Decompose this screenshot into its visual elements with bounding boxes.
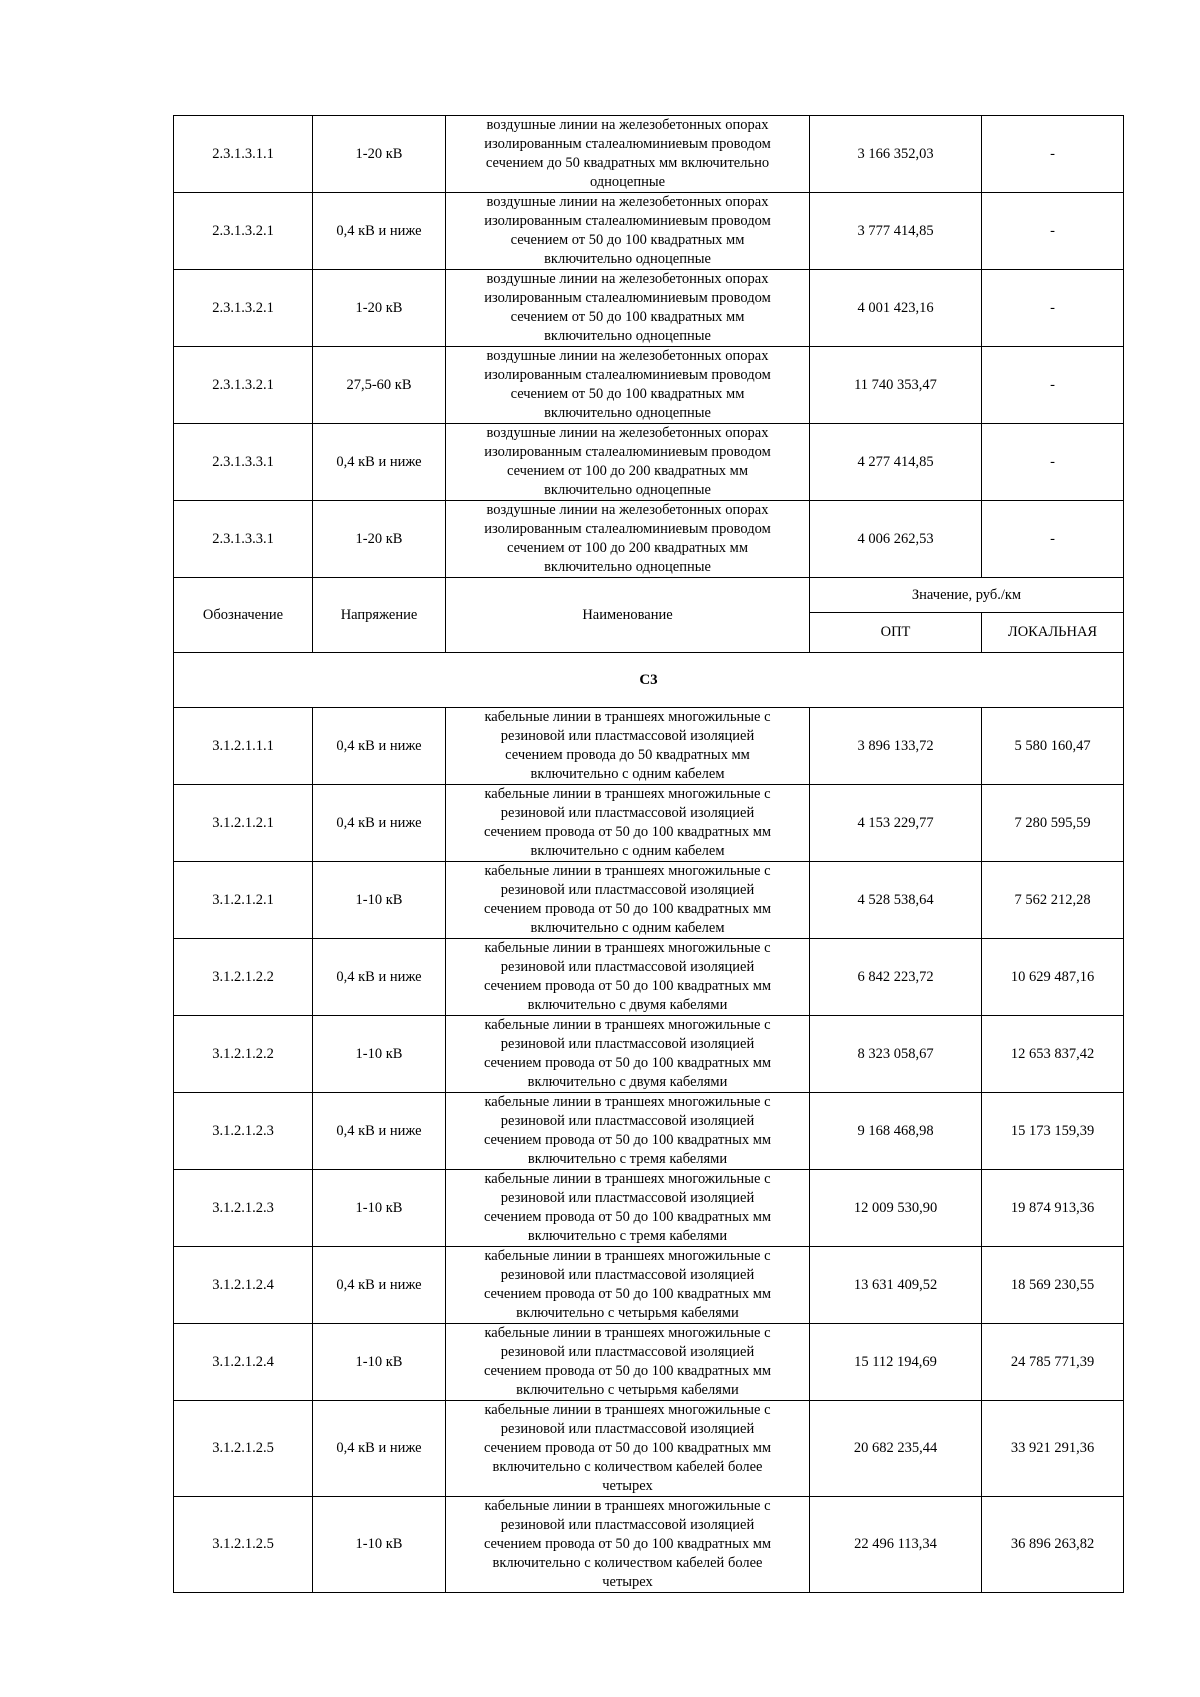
cell-name-line: включительно одноцепные — [544, 405, 711, 421]
cell-local: - — [982, 501, 1124, 578]
cell-name-line: изолированным сталеалюминиевым проводом — [484, 521, 771, 537]
cell-name-line: включительно с тремя кабелями — [527, 1228, 728, 1244]
cell-name — [446, 270, 810, 347]
section-label: С3 — [174, 653, 1124, 708]
cell-voltage: 1-10 кВ — [313, 1497, 446, 1593]
cell-code: 3.1.2.1.2.2 — [174, 1016, 313, 1093]
cell-name-line: резиновой или пластмассовой изоляцией — [500, 1190, 755, 1206]
header-value: Значение, руб./км — [810, 578, 1124, 613]
cell-opt: 8 323 058,67 — [810, 1016, 982, 1093]
cell-local: 15 173 159,39 — [982, 1093, 1124, 1170]
cell-name-line: сечением провода от 50 до 100 квадратных мм — [483, 1536, 772, 1552]
cell-name-line: сечением от 100 до 200 квадратных мм — [506, 540, 749, 556]
cell-name — [446, 1247, 810, 1324]
cell-local: 10 629 487,16 — [982, 939, 1124, 1016]
cell-opt: 15 112 194,69 — [810, 1324, 982, 1401]
table-row — [174, 1324, 1124, 1401]
table-row — [174, 424, 1124, 501]
cell-name-line: резиновой или пластмассовой изоляцией — [500, 1421, 755, 1437]
cell-opt: 4 006 262,53 — [810, 501, 982, 578]
cell-name — [446, 1324, 810, 1401]
table-row — [174, 939, 1124, 1016]
cell-local: - — [982, 270, 1124, 347]
cell-code: 3.1.2.1.1.1 — [174, 708, 313, 785]
cell-voltage: 1-20 кВ — [313, 270, 446, 347]
cell-name-line: резиновой или пластмассовой изоляцией — [500, 1517, 755, 1533]
cell-name-line: резиновой или пластмассовой изоляцией — [500, 805, 755, 821]
cell-local: 7 280 595,59 — [982, 785, 1124, 862]
cell-code: 2.3.1.3.2.1 — [174, 270, 313, 347]
cell-name-line: включительно с тремя кабелями — [527, 1151, 728, 1167]
cell-name-line: включительно одноцепные — [544, 251, 711, 267]
cell-name-line: кабельные линии в траншеях многожильные с — [484, 786, 771, 802]
cell-opt: 11 740 353,47 — [810, 347, 982, 424]
cell-name-line: резиновой или пластмассовой изоляцией — [500, 959, 755, 975]
cell-code: 3.1.2.1.2.5 — [174, 1497, 313, 1593]
cell-voltage: 0,4 кВ и ниже — [313, 1093, 446, 1170]
cell-local: - — [982, 193, 1124, 270]
cell-name-line: воздушные линии на железобетонных опорах — [486, 348, 769, 364]
cell-name-line: включительно одноцепные — [544, 482, 711, 498]
cell-name-line: сечением от 50 до 100 квадратных мм — [510, 386, 745, 402]
cell-name-line: включительно с четырьмя кабелями — [516, 1382, 739, 1398]
cell-name-line: включительно с одним кабелем — [530, 766, 725, 782]
header-name: Наименование — [446, 578, 810, 653]
cell-name — [446, 193, 810, 270]
cell-name-line: изолированным сталеалюминиевым проводом — [484, 444, 771, 460]
cell-name-line: кабельные линии в траншеях многожильные с — [484, 1498, 771, 1514]
cell-name-line: резиновой или пластмассовой изоляцией — [500, 882, 755, 898]
cell-opt: 3 777 414,85 — [810, 193, 982, 270]
cell-name-line: кабельные линии в траншеях многожильные с — [484, 863, 771, 879]
cell-name — [446, 1093, 810, 1170]
cell-name-line: кабельные линии в траншеях многожильные с — [484, 1402, 771, 1418]
cell-name-line: сечением до 50 квадратных мм включительно — [485, 155, 770, 171]
cell-name-line: воздушные линии на железобетонных опорах — [486, 425, 769, 441]
cell-local: - — [982, 424, 1124, 501]
header-local: ЛОКАЛЬНАЯ — [982, 613, 1124, 653]
cell-local: 33 921 291,36 — [982, 1401, 1124, 1497]
cell-voltage: 0,4 кВ и ниже — [313, 785, 446, 862]
cell-name — [446, 862, 810, 939]
cell-name-line: изолированным сталеалюминиевым проводом — [484, 290, 771, 306]
cell-name-line: включительно с четырьмя кабелями — [516, 1305, 739, 1321]
header-voltage: Напряжение — [313, 578, 446, 653]
cell-name — [446, 347, 810, 424]
cell-name-line: одноцепные — [589, 174, 666, 190]
cell-name-line: кабельные линии в траншеях многожильные с — [484, 1325, 771, 1341]
cell-opt: 9 168 468,98 — [810, 1093, 982, 1170]
table-row — [174, 116, 1124, 193]
cell-name-line: сечением провода от 50 до 100 квадратных мм — [483, 1055, 772, 1071]
cell-name-line: изолированным сталеалюминиевым проводом — [484, 367, 771, 383]
cell-opt: 3 166 352,03 — [810, 116, 982, 193]
cell-local: 24 785 771,39 — [982, 1324, 1124, 1401]
cell-name-line: сечением провода до 50 квадратных мм — [505, 747, 750, 763]
cell-code: 2.3.1.3.2.1 — [174, 193, 313, 270]
table-row — [174, 193, 1124, 270]
cell-name — [446, 939, 810, 1016]
table-row — [174, 1016, 1124, 1093]
cell-opt: 20 682 235,44 — [810, 1401, 982, 1497]
cell-name-line: включительно с одним кабелем — [530, 920, 725, 936]
cell-code: 3.1.2.1.2.1 — [174, 862, 313, 939]
cell-name-line: резиновой или пластмассовой изоляцией — [500, 728, 755, 744]
cell-name-line: воздушные линии на железобетонных опорах — [486, 502, 769, 518]
cell-code: 3.1.2.1.2.3 — [174, 1093, 313, 1170]
cell-local: 12 653 837,42 — [982, 1016, 1124, 1093]
cell-name-line: сечением провода от 50 до 100 квадратных мм — [483, 901, 772, 917]
cell-name-line: кабельные линии в траншеях многожильные с — [484, 1248, 771, 1264]
cell-name — [446, 501, 810, 578]
table-row — [174, 501, 1124, 578]
cell-name-line: сечением от 50 до 100 квадратных мм — [510, 232, 745, 248]
cell-opt: 22 496 113,34 — [810, 1497, 982, 1593]
cell-name-line: резиновой или пластмассовой изоляцией — [500, 1267, 755, 1283]
cell-name-line: кабельные линии в траншеях многожильные с — [484, 1094, 771, 1110]
cell-code: 3.1.2.1.2.4 — [174, 1324, 313, 1401]
cell-name — [446, 1497, 810, 1593]
cell-code: 2.3.1.3.1.1 — [174, 116, 313, 193]
cell-code: 3.1.2.1.2.2 — [174, 939, 313, 1016]
cell-name — [446, 708, 810, 785]
cell-name-line: четырех — [602, 1478, 653, 1494]
cell-voltage: 1-10 кВ — [313, 1016, 446, 1093]
cell-name-line: кабельные линии в траншеях многожильные с — [484, 1017, 771, 1033]
cell-code: 3.1.2.1.2.1 — [174, 785, 313, 862]
cell-name-line: резиновой или пластмассовой изоляцией — [500, 1036, 755, 1052]
cell-name-line: изолированным сталеалюминиевым проводом — [484, 136, 771, 152]
cell-voltage: 0,4 кВ и ниже — [313, 193, 446, 270]
table-row — [174, 347, 1124, 424]
cell-name-line: сечением от 50 до 100 квадратных мм — [510, 309, 745, 325]
cell-voltage: 1-20 кВ — [313, 501, 446, 578]
header-row — [174, 578, 1124, 613]
table-row — [174, 1401, 1124, 1497]
section-row — [174, 653, 1124, 708]
cell-opt: 6 842 223,72 — [810, 939, 982, 1016]
cell-name-line: кабельные линии в траншеях многожильные с — [484, 1171, 771, 1187]
cell-local: 18 569 230,55 — [982, 1247, 1124, 1324]
cell-voltage: 0,4 кВ и ниже — [313, 1401, 446, 1497]
cell-name-line: включительно с количеством кабелей более — [492, 1555, 763, 1571]
cell-name-line: кабельные линии в траншеях многожильные с — [484, 940, 771, 956]
cell-name-line: включительно с одним кабелем — [530, 843, 725, 859]
cell-name — [446, 785, 810, 862]
cell-name — [446, 1016, 810, 1093]
cell-opt: 12 009 530,90 — [810, 1170, 982, 1247]
cell-name-line: включительно одноцепные — [544, 559, 711, 575]
bottom-rows — [174, 708, 1124, 1593]
cell-name — [446, 1401, 810, 1497]
cell-name-line: сечением провода от 50 до 100 квадратных мм — [483, 1132, 772, 1148]
cell-name-line: сечением провода от 50 до 100 квадратных мм — [483, 1440, 772, 1456]
cell-opt: 13 631 409,52 — [810, 1247, 982, 1324]
cell-code: 3.1.2.1.2.5 — [174, 1401, 313, 1497]
cell-local: - — [982, 347, 1124, 424]
cell-name-line: воздушные линии на железобетонных опорах — [486, 117, 769, 133]
cell-opt: 4 001 423,16 — [810, 270, 982, 347]
table-row — [174, 1497, 1124, 1593]
cell-name-line: кабельные линии в траншеях многожильные с — [484, 709, 771, 725]
table-row — [174, 1093, 1124, 1170]
cell-name — [446, 424, 810, 501]
cell-voltage: 1-10 кВ — [313, 862, 446, 939]
cell-opt: 3 896 133,72 — [810, 708, 982, 785]
cell-code: 2.3.1.3.2.1 — [174, 347, 313, 424]
cell-name-line: резиновой или пластмассовой изоляцией — [500, 1344, 755, 1360]
table-row — [174, 270, 1124, 347]
cell-voltage: 0,4 кВ и ниже — [313, 424, 446, 501]
cell-opt: 4 153 229,77 — [810, 785, 982, 862]
cell-voltage: 0,4 кВ и ниже — [313, 939, 446, 1016]
cell-name-line: сечением провода от 50 до 100 квадратных мм — [483, 824, 772, 840]
header-opt: ОПТ — [810, 613, 982, 653]
cell-name-line: включительно одноцепные — [544, 328, 711, 344]
cell-name-line: изолированным сталеалюминиевым проводом — [484, 213, 771, 229]
cell-name-line: воздушные линии на железобетонных опорах — [486, 194, 769, 210]
cell-code: 2.3.1.3.3.1 — [174, 501, 313, 578]
cell-voltage: 27,5-60 кВ — [313, 347, 446, 424]
table-row — [174, 1170, 1124, 1247]
cell-voltage: 0,4 кВ и ниже — [313, 1247, 446, 1324]
cell-code: 3.1.2.1.2.4 — [174, 1247, 313, 1324]
cell-code: 2.3.1.3.3.1 — [174, 424, 313, 501]
cell-name-line: резиновой или пластмассовой изоляцией — [500, 1113, 755, 1129]
cell-name-line: сечением провода от 50 до 100 квадратных мм — [483, 978, 772, 994]
cell-name-line: воздушные линии на железобетонных опорах — [486, 271, 769, 287]
cell-voltage: 0,4 кВ и ниже — [313, 708, 446, 785]
cell-name-line: включительно с количеством кабелей более — [492, 1459, 763, 1475]
table-row — [174, 862, 1124, 939]
cell-name-line: сечением провода от 50 до 100 квадратных мм — [483, 1209, 772, 1225]
cell-voltage: 1-10 кВ — [313, 1170, 446, 1247]
cell-opt: 4 528 538,64 — [810, 862, 982, 939]
top-rows — [174, 116, 1124, 578]
cell-local: 36 896 263,82 — [982, 1497, 1124, 1593]
cell-local: 5 580 160,47 — [982, 708, 1124, 785]
cell-name-line: включительно с двумя кабелями — [527, 1074, 728, 1090]
table-header — [174, 578, 1124, 708]
cell-local: 7 562 212,28 — [982, 862, 1124, 939]
tariff-table — [173, 115, 1124, 1593]
cell-code: 3.1.2.1.2.3 — [174, 1170, 313, 1247]
cell-name-line: сечением провода от 50 до 100 квадратных мм — [483, 1286, 772, 1302]
table-row — [174, 708, 1124, 785]
cell-voltage: 1-20 кВ — [313, 116, 446, 193]
header-code: Обозначение — [174, 578, 313, 653]
cell-name-line: сечением от 100 до 200 квадратных мм — [506, 463, 749, 479]
cell-name — [446, 116, 810, 193]
cell-voltage: 1-10 кВ — [313, 1324, 446, 1401]
cell-name-line: четырех — [602, 1574, 653, 1590]
table-row — [174, 785, 1124, 862]
cell-name — [446, 1170, 810, 1247]
cell-name-line: включительно с двумя кабелями — [527, 997, 728, 1013]
cell-local: 19 874 913,36 — [982, 1170, 1124, 1247]
table-row — [174, 1247, 1124, 1324]
cell-local: - — [982, 116, 1124, 193]
cell-name-line: сечением провода от 50 до 100 квадратных мм — [483, 1363, 772, 1379]
cell-opt: 4 277 414,85 — [810, 424, 982, 501]
